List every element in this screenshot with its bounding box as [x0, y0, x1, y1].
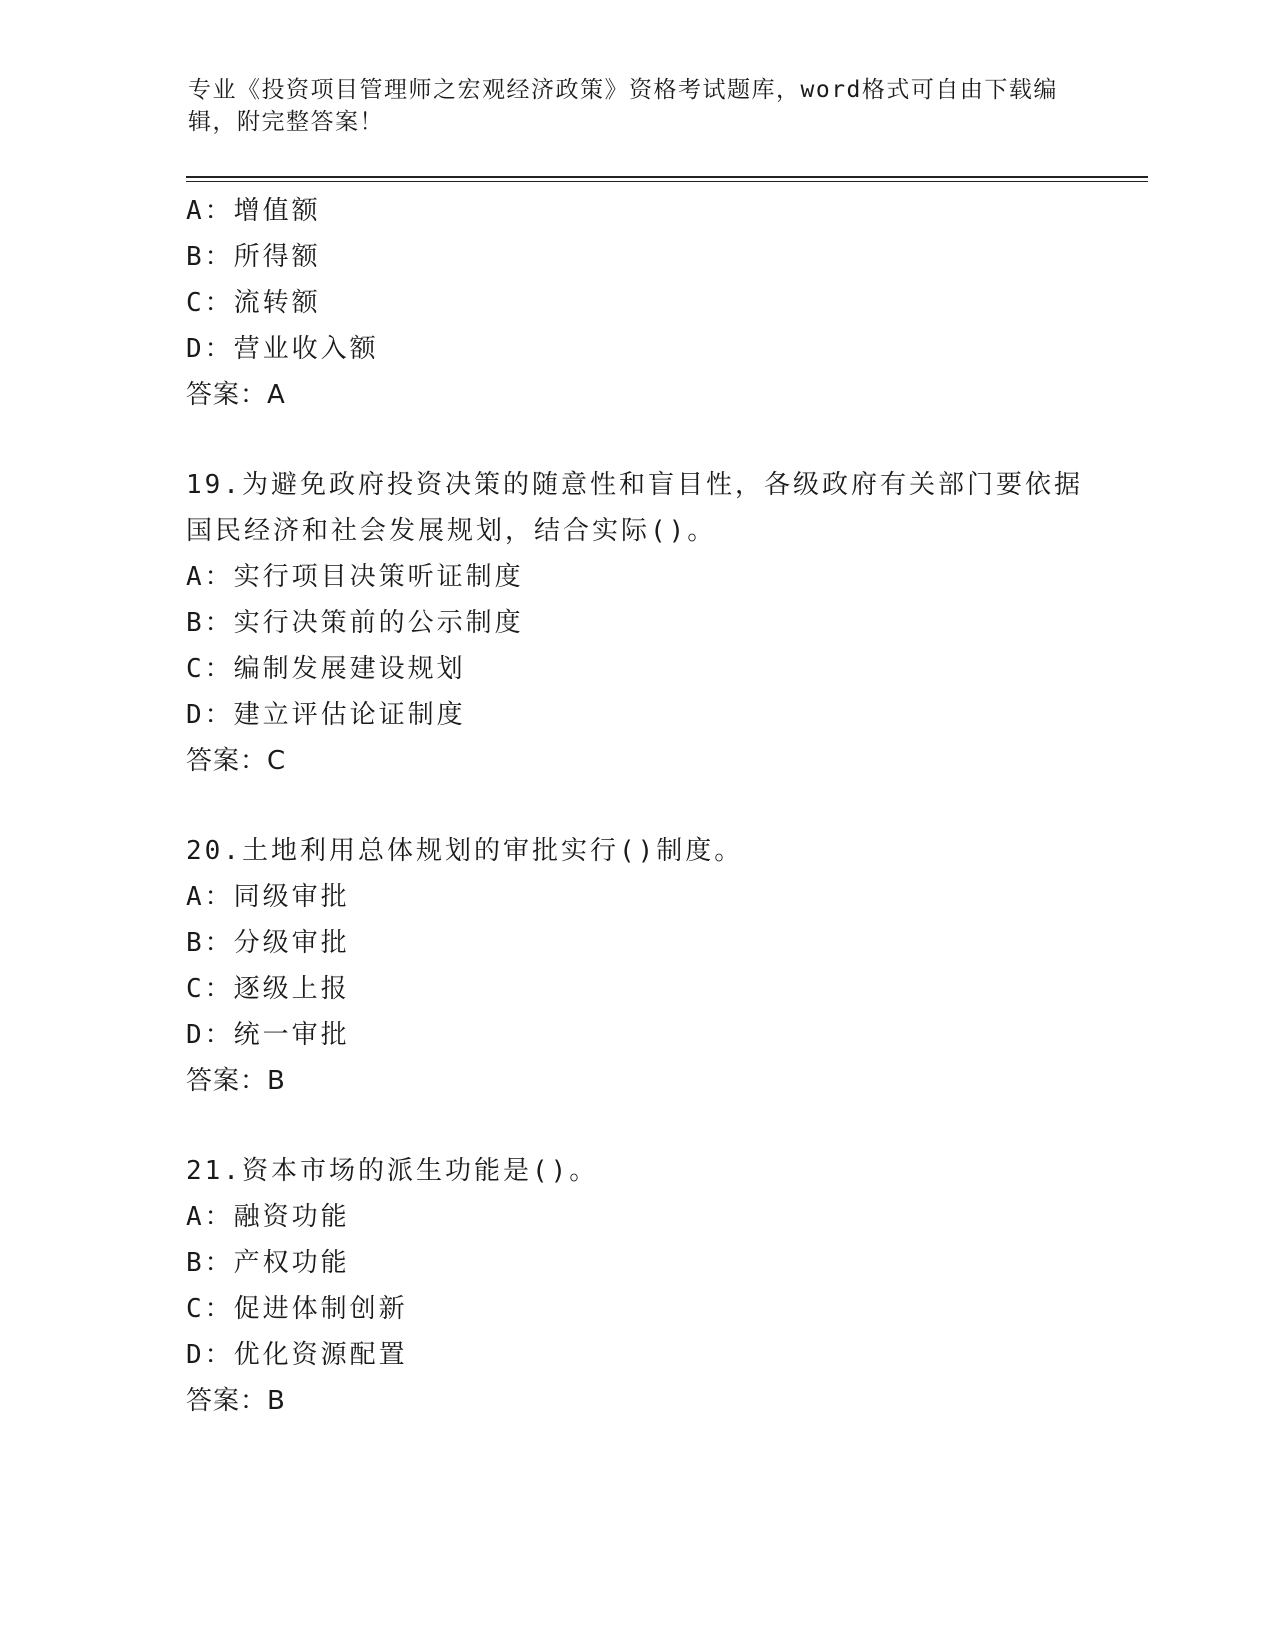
option-a: A：实行项目决策听证制度 [186, 562, 524, 592]
question-stem-line-1: 21.资本市场的派生功能是()。 [186, 1156, 599, 1186]
option-c: C：流转额 [186, 288, 321, 318]
option-b: B：所得额 [186, 242, 321, 272]
option-c: C：促进体制创新 [186, 1294, 408, 1324]
option-d: D：营业收入额 [186, 334, 379, 364]
question-stem-line-1: 20.土地利用总体规划的审批实行()制度。 [186, 836, 744, 866]
answer: 答案：B [186, 1386, 286, 1416]
option-b: B：产权功能 [186, 1248, 350, 1278]
option-c: C：逐级上报 [186, 974, 350, 1004]
question-20 [186, 828, 1146, 1104]
option-a: A：同级审批 [186, 882, 350, 912]
question-stem-line-1: 19.为避免政府投资决策的随意性和盲目性，各级政府有关部门要依据 [186, 470, 1083, 500]
question-21 [186, 1148, 1146, 1424]
option-d: D：统一审批 [186, 1020, 350, 1050]
question-list [186, 188, 1146, 1424]
question-19 [186, 462, 1146, 784]
spacer [186, 784, 1146, 828]
spacer [186, 418, 1146, 462]
question-18 [186, 188, 1146, 418]
option-a: A：增值额 [186, 196, 321, 226]
option-b: B：分级审批 [186, 928, 350, 958]
header-divider [186, 176, 1148, 182]
option-b: B：实行决策前的公示制度 [186, 608, 524, 638]
option-c: C：编制发展建设规划 [186, 654, 466, 684]
option-d: D：优化资源配置 [186, 1340, 408, 1370]
header-line-2: 辑，附完整答案！ [188, 109, 384, 135]
header-line-1: 专业《投资项目管理师之宏观经济政策》资格考试题库，word格式可自由下载编 [188, 77, 1058, 103]
spacer [186, 1104, 1146, 1148]
answer: 答案：C [186, 746, 287, 776]
answer: 答案：B [186, 1066, 286, 1096]
option-a: A：融资功能 [186, 1202, 350, 1232]
question-stem-line-2: 国民经济和社会发展规划，结合实际()。 [186, 516, 717, 546]
answer: 答案：A [186, 380, 286, 410]
document-header [188, 74, 1068, 138]
option-d: D：建立评估论证制度 [186, 700, 466, 730]
